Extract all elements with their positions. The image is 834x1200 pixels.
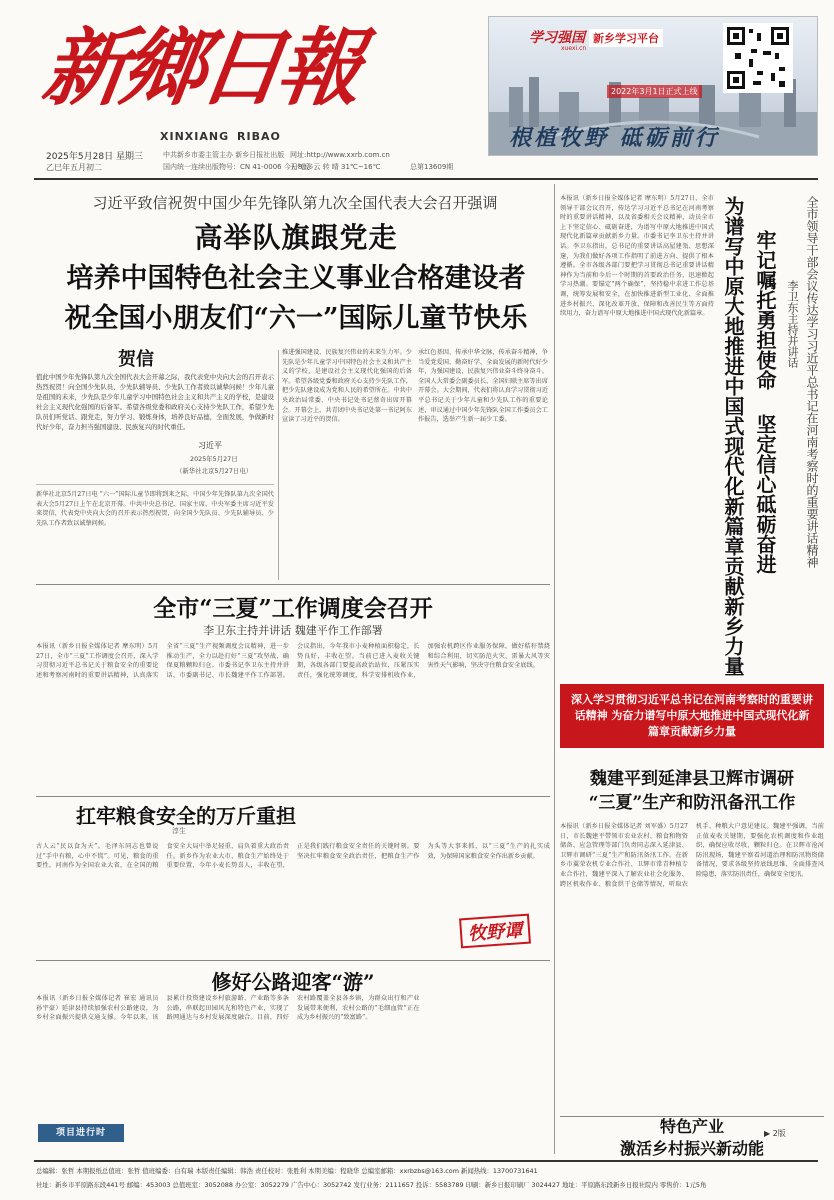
lead-kicker: 习近平致信祝贺中国少年先锋队第九次全国代表大会召开强调 (92, 194, 498, 212)
qr-code (723, 23, 793, 93)
lunar-date-line: 乙巳年五月初二 (46, 163, 102, 172)
section-divider (36, 960, 550, 961)
issue-number: 总第13609期 (410, 163, 454, 171)
lead-report-lead: 新华社北京5月27日电 “六一”国际儿童节即将到来之际，中国少年先锋队第九次全国代表大会5月27日上午在北京开幕。中共中央总书记、国家主席、中央军委主席习近平发来贺信，代表党中央向大会的召开表示热烈祝贺，向全国少先队员、少先队辅导员、少先队工作者致以诚挚问候。 (36, 491, 274, 527)
pinyin-right: RIBAO (237, 130, 281, 143)
grain-headline: 扛牢粮食安全的万斤重担 (76, 804, 296, 828)
letter-signature: 习近平 (198, 441, 222, 450)
right-lead-kicker: 全市领导干部会议传达学习习近平总书记在河南考察时的重要讲话精神 (805, 196, 819, 568)
letter-source: （新华社北京5月27日电） (176, 467, 253, 475)
footer-line-2: 社址：新乡市平原路东段441号 邮编：453003 总值班室：3052088 办公室：3052279 广告中心：3052742 发行业务：2111657 投诉：5583789 印刷：新乡日报印刷厂 3024427 地址：平原路东段新乡日报社院内 零售价：1元5角 (36, 1181, 707, 1189)
grain-author: 淳生 (172, 827, 186, 835)
column-stamp: 牧野谭 (459, 914, 531, 949)
cn-number: 国内统一连续出版物号：CN 41-0006 今日8版 (163, 163, 310, 171)
xuexi-platform: 新乡学习平台 (589, 29, 663, 47)
wjp-headline-1: 魏建平到延津县卫辉市调研 (590, 769, 794, 789)
right-lead-body: 本报讯（新乡日报全媒体记者 摩东明）5月27日，全市领导干部会议召开，传达学习习近平总书记在河南考察时的重要讲话精神，以及省委相关会议精神，动员全市上下坚定信心、砥砺奋进，为谱写中原大地推进中国式现代化新篇章贡献新乡力量。市委书记李卫东主持并讲话。李卫东指出，总书记的重要讲话高屋建瓴、思想深邃，为我们做好各项工作指明了前进方向、提供了根本遵循。全市各级各部门要把学习贯彻总书记重要讲话精神作为当前和今后一个时期的首要政治任务，迅速掀起学习热潮。要锚定“两个确保”，坚持稳中求进工作总基调，统筹发展和安全，在加快推进新型工业化、全面推进乡村振兴、深化改革开放、保障和改善民生等方面持续用力，奋力谱写中原大地推进中国式现代化新篇章。 (560, 195, 714, 318)
masthead (0, 0, 834, 178)
sanxia-subhead: 李卫东主持并讲话 魏建平作工作部署 (203, 624, 383, 637)
industry-headline-2: 激活乡村振兴新动能 (619, 1139, 764, 1158)
website: 网址:http://www.xxrb.com.cn (290, 151, 390, 159)
right-lead-presider: 李卫东主持并讲话 (786, 280, 799, 368)
right-lead-headline-2: 牢记嘱托勇担使命 坚定信心砥砺奋进 (753, 230, 777, 574)
weather: 天气:多云 转 晴 31℃~16℃ (290, 163, 381, 171)
footer-line-1: 总编辑：张哲 本期报纸总值班：张哲 值班编委：白有瑞 本版责任编辑：韩浩 责任校对：张胜利 本期美编：程晓华 总编室邮箱：xxrbzbs@163.com 新闻热线：13700731641 (36, 1167, 538, 1175)
date-line: 2025年5月28日 星期三 (46, 152, 143, 162)
xuexi-site: xuexi.cn (561, 45, 587, 52)
xuexi-ad (488, 16, 818, 156)
letter-date: 2025年5月27日 (190, 455, 238, 463)
sanxia-headline: 全市“三夏”工作调度会召开 (153, 595, 433, 622)
newspaper-logo: 新鄉日報 (37, 18, 364, 117)
publisher-line: 中共新乡市委主管主办 新乡日报社出版 (163, 151, 285, 159)
pinyin-left: XINXIANG (160, 130, 230, 143)
arrow-right-icon: ▶ (764, 1129, 771, 1138)
section-divider (36, 584, 550, 585)
section-divider (36, 796, 550, 797)
wjp-body: 本报讯（新乡日报全媒体记者 刘军盛）5月27日，市长魏建平带领市农业农村、粮食和物资储备、应急管理等部门负责同志深入延津县、卫辉市调研“三夏”生产和防汛备汛工作。在新乡市翼荣农机专业合作社、卫辉市常青种植专业合作社，魏建平深入了解农业社会化服务、跨区机收作业、粮食烘干仓储等情况，听取农机手、种粮大户意见建议。魏建平强调，当前正值麦收关键期，要强化农机调度和作业组织，确保应收尽收、颗粒归仓。在卫辉市沧河防汛现场，魏建平察看河道治理和防汛物资储备情况，要求各级坚持底线思维，全面排查风险隐患，落实防汛责任，确保安全度汛。 (560, 823, 824, 888)
industry-headline-1: 特色产业 (659, 1117, 724, 1136)
lead-column-3: 承红色基因、传承中华文脉，传承奋斗精神，争当爱党爱国、勤奋好学、全面发展的新时代好少年，为强国建设、民族复兴伟业奋斗终身奋斗。全国人大常委会副委员长、全国妇联主席等出席开幕会。大会期间，代表们将认真学习贯彻习近平总书记关于少年儿童和少先队工作的重要论述，审议通过中国少年先锋队全国工作委员会工作报告，选举产生新一届少工委。 (418, 349, 548, 424)
lead-headline-1: 高举队旗跟党走 (194, 221, 398, 254)
masthead-divider (34, 178, 818, 180)
slogan: 根植牧野 砥砺前行 (509, 125, 720, 151)
letter-title: 贺信 (118, 349, 154, 370)
page-reference-label: 2版 (772, 1129, 786, 1138)
roads-headline: 修好公路迎客“游” (211, 970, 375, 994)
page-reference-link[interactable] (764, 1128, 786, 1139)
lead-column-2: 推进强国建设、民族复兴伟业的未来生力军。少先队是少年儿童学习中国特色社会主义和共产主义的学校，是建设社会主义现代化强国的后备军。希望各级党委和政府关心支持少先队工作，把少先队建设成为党和人民的希望所在。中共中央政治局常委、中央书记处书记蔡奇出席开幕会。开幕会上，共青团中央书记处第一书记阿东宣读了习近平的贺信。 (282, 349, 412, 424)
sanxia-body: 本报讯（新乡日报全媒体记者 摩东明）5月27日，全市“三夏”工作调度会召开，深入学习贯彻习近平总书记关于粮食安全的重要论述和考察河南时的重要讲话精神，认真落实全省“三夏”生产视频调度会议精神，进一步推动生产，全力以赴打好“三夏”攻坚战，确保夏粮颗粒归仓。市委书记李卫东主持并讲话，市委副书记、市长魏建平作工作部署。会议指出，今年我市小麦种植面积稳定，长势良好，丰收在望。当前已进入麦收关键期，各级各部门要提高政治站位，压紧压实责任，强化统筹调度，科学安排机收作业，加强农机跨区作业服务保障，做好秸秆禁烧和综合利用，切实防范火灾、雷暴大风等灾害性天气影响，坚决守住粮食安全底线。 (36, 643, 550, 679)
letter-body: 值此中国少年先锋队第九次全国代表大会开幕之际，我代表党中央向大会的召开表示热烈祝贺！向全国少先队员、少先队辅导员、少先队工作者致以诚挚问候！少年儿童是祖国的未来，少先队是少年儿童学习中国特色社会主义和共产主义的学校，是建设社会主义现代化强国的后备军。希望各级党委和政府关心支持少先队工作，希望少先队员们听党话、跟党走，努力学习、锻炼身体，培养良好品德，全面发展，争做新时代好少年，奋力担当强国建设、民族复兴的时代重任。 (36, 373, 274, 431)
xuexi-brand: 学习强国 (529, 30, 585, 46)
letter-divider (36, 484, 274, 485)
footer-divider (34, 1160, 818, 1162)
main-column-rule (554, 184, 555, 1154)
grain-body: 古人云“民以食为天”。毛泽东同志也曾说过“手中有粮，心中不慌”。可见，粮食的重要性。河南作为全国农业大省，在全国的粮食安全大局中举足轻重，肩负着重大政治责任。新乡作为农业大市，粮食生产始终处于重要位置，今年小麦长势喜人，丰收在望，正是我们践行粮食安全责任的关键时刻。要坚决扛牢粮食安全政治责任，把粮食生产作为头等大事来抓，以“三夏”生产的扎实成效，为保障国家粮食安全作出新乡贡献。 (36, 843, 550, 870)
wjp-headline-2: “三夏”生产和防汛备汛工作 (588, 793, 796, 813)
lead-headline-2: 培养中国特色社会主义事业合格建设者 (66, 263, 526, 294)
xuexi-launch-date: 2022年3月1日正式上线 (607, 85, 702, 98)
roads-body: 本报讯（新乡日报全媒体记者 崔宏 通讯员 孙宇豪）延津县持续加强农村公路建设，为乡村全面振兴提供交通支撑。今年以来，该县累计投资建设乡村旅游路、产业路等多条公路，串联起田园风光和特色产业，实现了路网通达与乡村发展深度融合。目前，四好农村路覆盖全县各乡镇，为群众出行和产业发展带来便利，农村公路的“毛细血管”正在成为乡村振兴的“致富路”。 (36, 995, 420, 1022)
project-tag: 项目进行时 (38, 1124, 124, 1142)
column-rule (278, 350, 279, 580)
right-lead-banner: 深入学习贯彻习近平总书记在河南考察时的重要讲话精神 为奋力谱写中原大地推进中国式现代化新篇章贡献新乡力量 (560, 684, 824, 748)
lead-headline-3: 祝全国小朋友们“六一”国际儿童节快乐 (64, 303, 528, 334)
right-lead-headline-1: 为谱写中原大地推进中国式现代化新篇章贡献新乡力量 (721, 196, 745, 676)
